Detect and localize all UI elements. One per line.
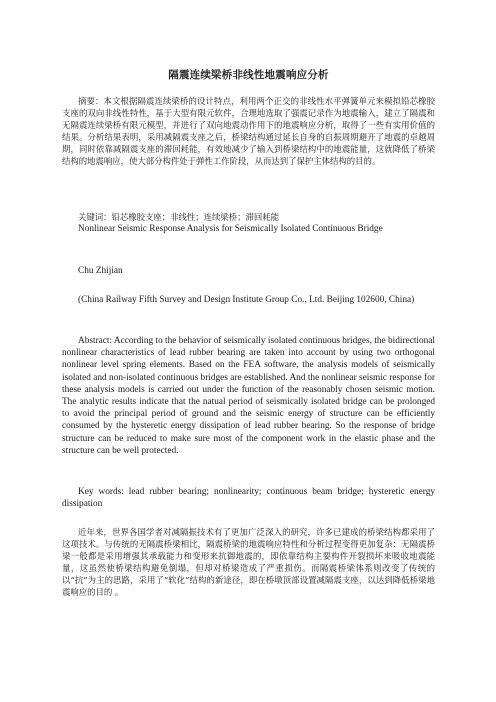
chinese-keywords: 关键词：铅芯橡胶支座；非线性；连续梁桥；滞回耗能 [78, 212, 279, 222]
chinese-abstract: 摘要：本文根据隔震连续梁桥的设计特点，利用两个正交的非线性水平弹簧单元来模拟铅芯橡胶支座的双向非线性特性，基于大型有限元软件，合理地选取了强震记录作为地震输入，建立了隔震和无隔震连续梁桥有限元模型，并进行了双向地震动作用下的地震响应分析，取得了一些有实用价值的结果。分析结果表明，采用减隔震支座之后，桥梁结构通过延长自身的自振周期避开了地震的卓越周期，同时依靠减隔震支座的滞回耗能，有效地减少了输入到桥梁结构中的地震能量，这就降低了桥梁结构的地震响应，使大部分构件处于弹性工作阶段，从而达到了保护主体结构的目的。 [62, 96, 435, 166]
english-affiliation: (China Railway Fifth Survey and Design Institute Group Co., Ltd. Beijing 102600, China) [78, 295, 415, 305]
document-page [62, 0, 435, 702]
english-keywords: Key words: lead rubber bearing; nonlinearity; continuous beam bridge; hysteretic energy dissipation [62, 487, 435, 510]
chinese-introduction-paragraph: 近年来，世界各国学者对减隔振技术有了更加广泛深入的研究，许多已建成的桥梁结构都采用了这项技术。与传统的无隔震桥梁相比，隔震桥梁的地震响应特性和分析过程变得更加复杂：无隔震桥梁一般都是采用增强其承载能力和变形来抗御地震的，即依靠结构主要构件开裂损坏来吸收地震能量，这虽然使桥梁结构避免倒塌，但却对桥梁造成了严重损伤。而隔震桥梁体系则改变了传统的以“抗”为主的思路，采用了“软化”结构的新途径，即在桥墩顶部设置减隔震支座，以达到降低桥梁地震响应的目的 。 [62, 527, 435, 597]
paper-title: 隔震连续梁桥非线性地震响应分析 [168, 69, 329, 81]
english-abstract: Abstract: According to the behavior of seismically isolated continuous bridges, the bidirectional nonlinear characteristics of lead rubber bearing are taken into account by using two orthogonal nonlinear level spring elements. Based on the FEA software, the analysis models of seismically isolated and non-isolated continuous bridges are established. And the nonlinear seismic response for these analysis models is carried out under the function of the reasonably chosen seismic motion. The analytic results indicate that the natual period of seismically isolated bridge can be prolonged to avoid the principal period of ground and the seismic energy of structure can be efficiently consumed by the hysteretic energy dissipation of lead rubber bearing. So the response of bridge structure can be reduced to make sure most of the component work in the elastic phase and the structure can be well protected. [62, 336, 435, 456]
english-author: Chu Zhijian [78, 266, 123, 276]
english-title: Nonlinear Seismic Response Analysis for Seismically Isolated Continuous Bridge [78, 224, 383, 234]
